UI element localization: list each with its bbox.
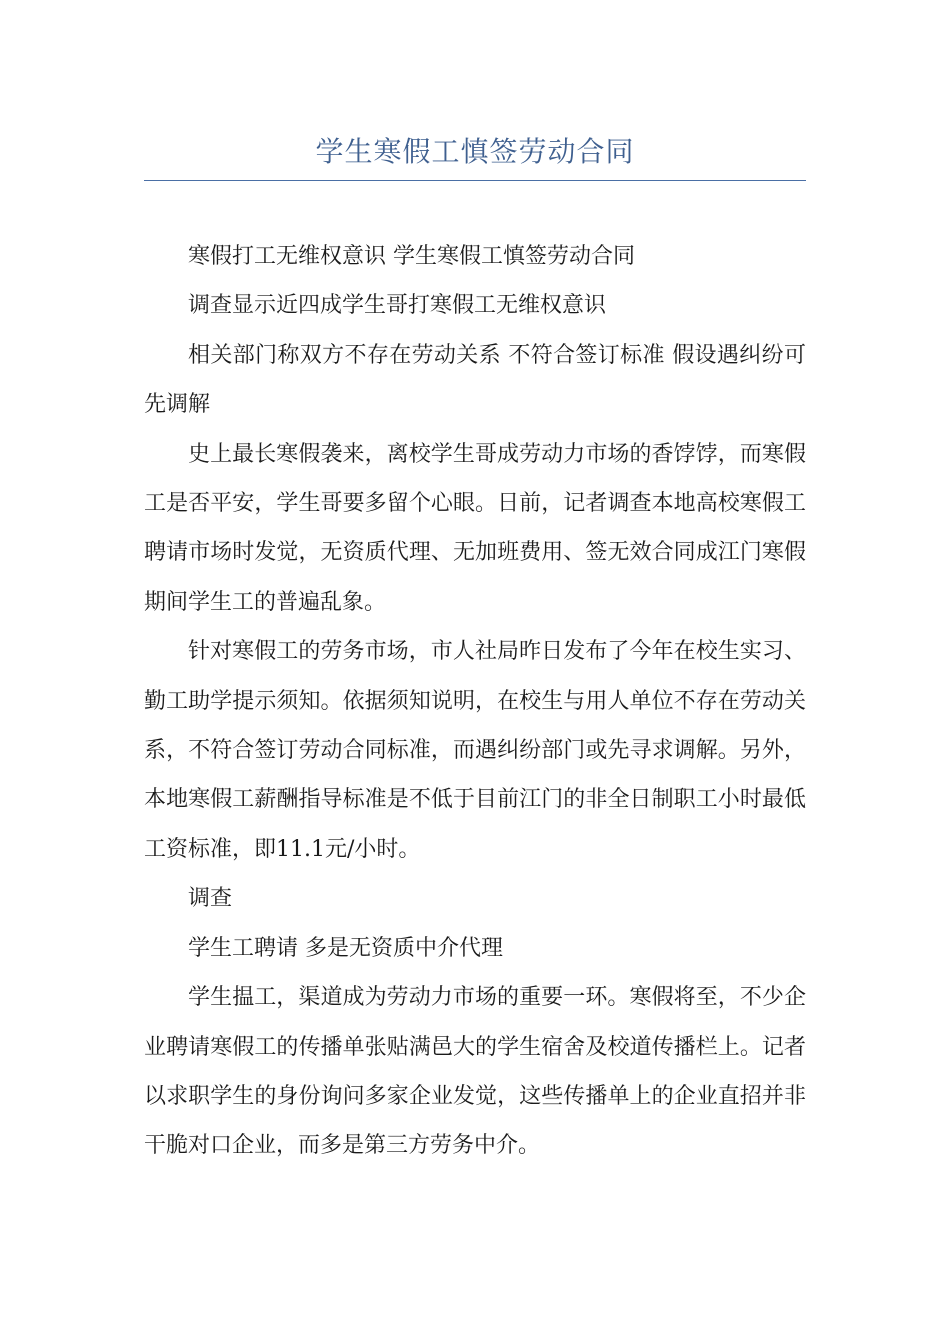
paragraph-notice: 针对寒假工的劳务市场，市人社局昨日发布了今年在校生实习、勤工助学提示须知。依据须知说明，在校生与用人单位不存在劳动关系，不符合签订劳动合同标准，而遇纠纷部门或先寻求调解。另外，本地寒假工薪酬指导标准是不低于目前江门的非全日制职工小时最低工资标准，即11.1元/小时。: [144, 639, 806, 862]
paragraph-recruitment: 学生揾工，渠道成为劳动力市场的重要一环。寒假将至，不少企业聘请寒假工的传播单张贴满邑大的学生宿舍及校道传播栏上。记者以求职学生的身份询问多家企业发觉，这些传播单上的企业直招并非干脆对口企业，而多是第三方劳务中介。: [144, 985, 806, 1159]
document-body: [144, 232, 806, 1171]
paragraph-intro: 史上最长寒假袭来，离校学生哥成劳动力市场的香饽饽，而寒假工是否平安，学生哥要多留个心眼。日前，记者调查本地高校寒假工聘请市场时发觉，无资质代理、无加班费用、签无效合同成江门寒假期间学生工的普遍乱象。: [144, 441, 806, 615]
paragraph-dek: 相关部门称双方不存在劳动关系 不符合签订标准 假设遇纠纷可先调解: [144, 342, 806, 418]
title-underline: [144, 180, 806, 181]
section-heading-investigation: 调查: [188, 886, 233, 912]
paragraph-headline: 寒假打工无维权意识 学生寒假工慎签劳动合同: [188, 244, 635, 269]
document-title: 学生寒假工慎签劳动合同: [315, 135, 635, 168]
section-subheading-agencies: 学生工聘请 多是无资质中介代理: [188, 935, 503, 961]
paragraph-subheadline: 调查显示近四成学生哥打寒假工无维权意识: [188, 293, 607, 319]
